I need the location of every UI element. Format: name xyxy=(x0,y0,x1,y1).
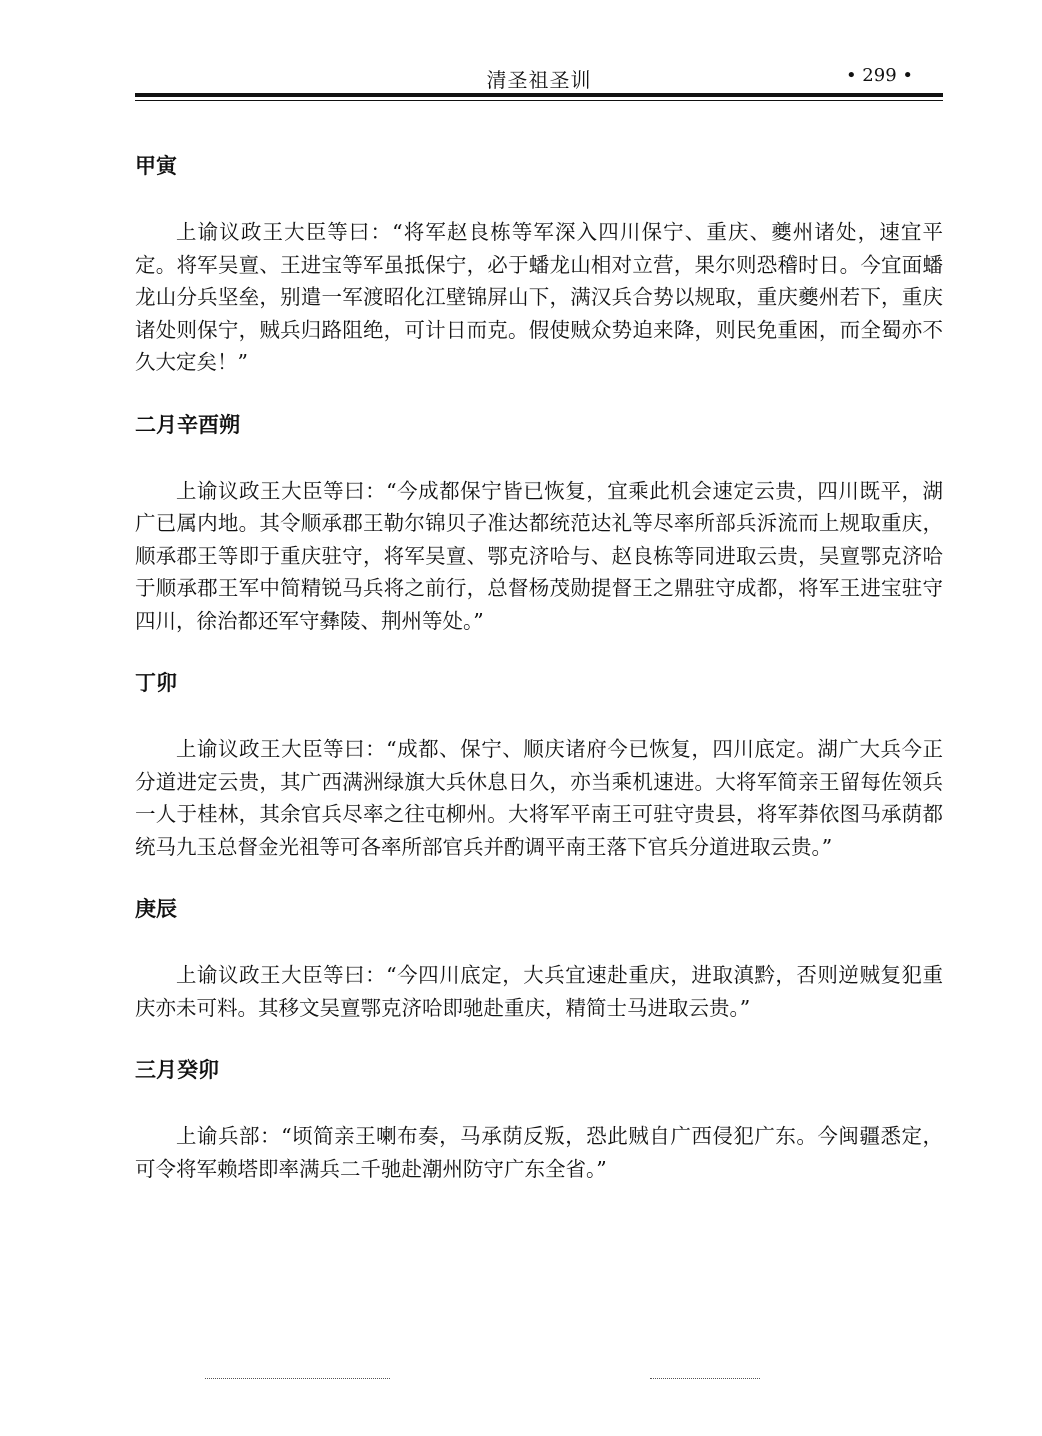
section-body: 上谕议政王大臣等曰：“今成都保宁皆已恢复，宜乘此机会速定云贵，四川既平，湖广已属内地。其令顺承郡王勒尔锦贝子准达都统范达礼等尽率所部兵泝流而上规取重庆，顺承郡王等即于重庆驻守，将军吴亶、鄂克济哈与、赵良栋等同进取云贵，吴亶鄂克济哈于顺承郡王军中简精锐马兵将之前行，总督杨茂勋提督王之鼎驻守成都，将军王进宝驻守四川，徐治都还军守彝陵、荆州等处。” xyxy=(135,478,943,633)
section-body: 上谕议政王大臣等曰：“将军赵良栋等军深入四川保宁、重庆、夔州诸处，速宜平定。将军吴亶、王进宝等军虽抵保宁，必于蟠龙山相对立营，果尔则恐稽时日。今宜面蟠龙山分兵坚垒，别遣一军渡昭化江壁锦屏山下，满汉兵合势以规取，重庆夔州若下，重庆诸处则保宁，贼兵归路阻绝，可计日而克。假使贼众势迫来降，则民免重困，而全蜀亦不久大定矣！” xyxy=(135,220,943,374)
section-body: 上谕议政王大臣等曰：“今四川底定，大兵宜速赴重庆，进取滇黔，否则逆贼复犯重庆亦未可料。其移文吴亶鄂克济哈即驰赴重庆，精简士马进取云贵。” xyxy=(135,963,943,1020)
section-dingmao xyxy=(135,667,943,863)
scan-artifact-right xyxy=(650,1378,760,1383)
section-sanyue-guimao xyxy=(135,1054,943,1185)
running-header xyxy=(135,64,943,92)
section-heading: 庚辰 xyxy=(135,897,177,921)
section-heading: 三月癸卯 xyxy=(135,1058,219,1082)
page-content xyxy=(135,150,943,1215)
section-heading: 丁卯 xyxy=(135,671,177,695)
book-title: 清圣祖圣训 xyxy=(486,68,592,92)
section-jiayin xyxy=(135,150,943,379)
page-number: • 299 • xyxy=(845,65,913,86)
section-body: 上谕兵部：“顷简亲王喇布奏，马承荫反叛，恐此贼自广西侵犯广东。今闽疆悉定，可令将军赖塔即率满兵二千驰赴潮州防守广东全省。” xyxy=(135,1124,943,1181)
section-gengchen xyxy=(135,893,943,1024)
section-heading: 甲寅 xyxy=(135,154,177,178)
header-rule-thick xyxy=(135,93,943,97)
section-heading: 二月辛酉朔 xyxy=(135,412,240,437)
section-body: 上谕议政王大臣等曰：“成都、保宁、顺庆诸府今已恢复，四川底定。湖广大兵今正分道进定云贵，其广西满洲绿旗大兵休息日久，亦当乘机速进。大将军简亲王留每佐领兵一人于桂林，其余官兵尽率之往屯柳州。大将军平南王可驻守贵县，将军莽依图马承荫都统马九玉总督金光祖等可各率所部官兵并酌调平南王落下官兵分道进取云贵。” xyxy=(135,737,943,859)
section-eryue-xinyou-shuo xyxy=(135,409,943,638)
scan-artifact-left xyxy=(205,1378,390,1383)
header-rule-thin xyxy=(135,100,943,101)
